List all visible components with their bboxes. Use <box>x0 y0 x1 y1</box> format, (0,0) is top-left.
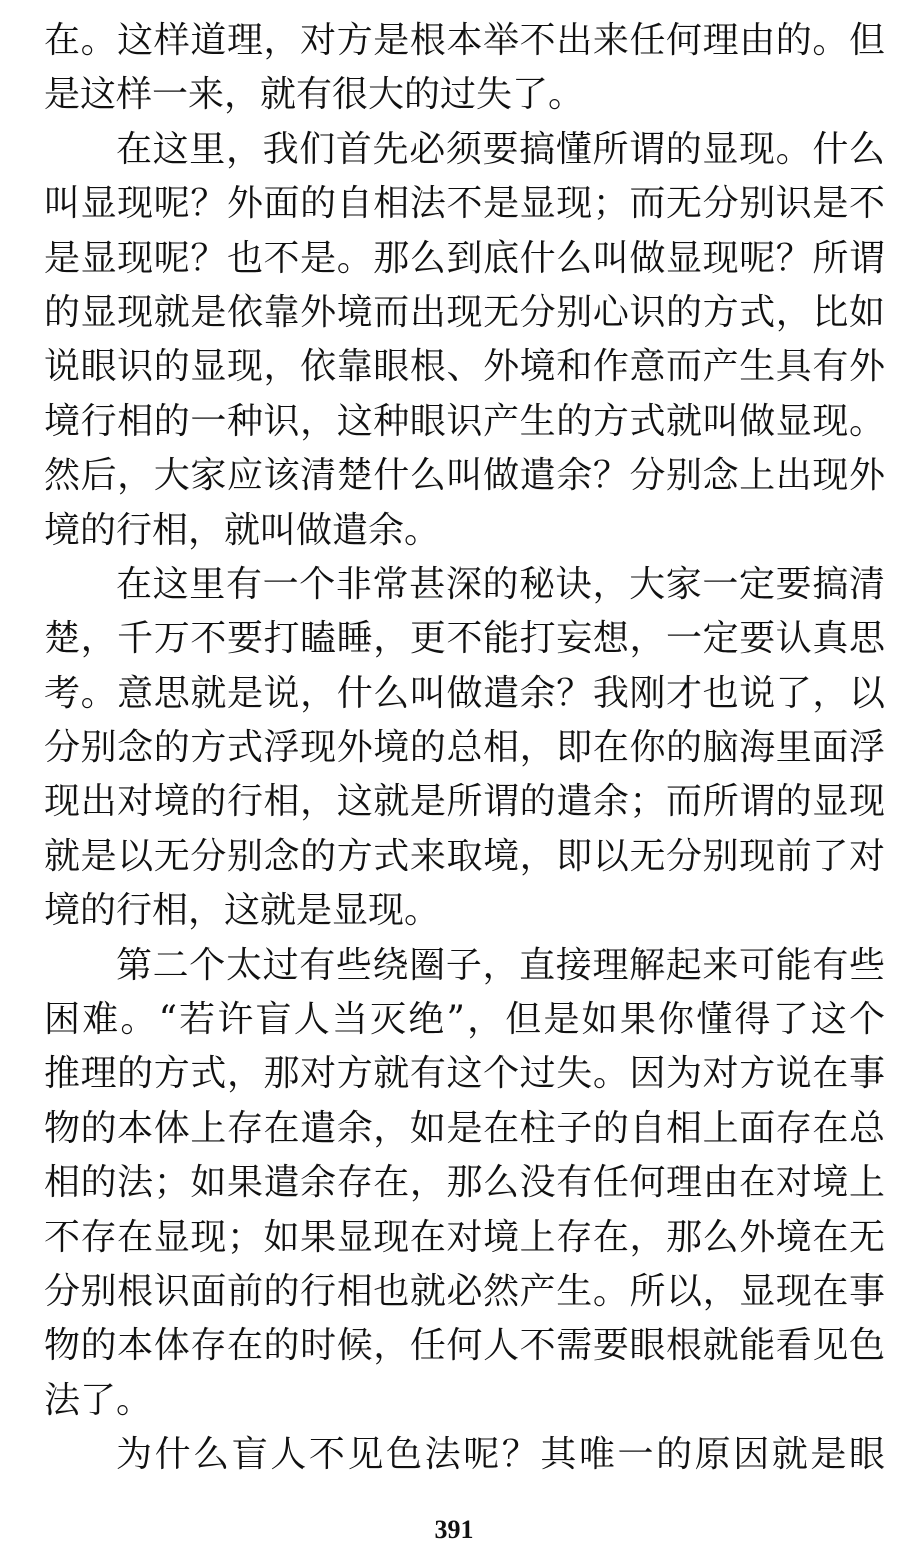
text-line: 物的本体上存在遣余，如是在柱子的自相上面存在总 <box>44 1107 885 1149</box>
text-line: 分别念的方式浮现外境的总相，即在你的脑海里面浮 <box>44 727 885 769</box>
text-line: 的显现就是依靠外境而出现无分别心识的方式，比如 <box>44 291 885 333</box>
text-line: 法了。 <box>44 1379 153 1421</box>
text-line: 分别根识面前的行相也就必然产生。所以，显现在事 <box>44 1270 885 1312</box>
text-line: 然后，大家应该清楚什么叫做遣余？分别念上出现外 <box>44 455 885 497</box>
text-line: 是显现呢？也不是。那么到底什么叫做显现呢？所谓 <box>44 237 885 279</box>
paragraph-2 <box>44 123 885 558</box>
paragraph-4 <box>44 939 885 1429</box>
paragraph-3 <box>44 558 885 939</box>
paragraph-1 <box>44 14 885 123</box>
text-line: 境的行相，就叫做遣余。 <box>44 509 441 551</box>
text-line: 就是以无分别念的方式来取境，即以无分别现前了对 <box>44 835 885 877</box>
text-line: 困难。“若许盲人当灭绝”，但是如果你懂得了这个 <box>44 999 885 1041</box>
text-line: 在这里，我们首先必须要搞懂所谓的显现。什么 <box>116 128 885 170</box>
text-line: 物的本体存在的时候，任何人不需要眼根就能看见色 <box>44 1325 885 1367</box>
text-line: 考。意思就是说，什么叫做遣余？我刚才也说了，以 <box>44 672 885 714</box>
text-line: 说眼识的显现，依靠眼根、外境和作意而产生具有外 <box>44 346 885 388</box>
paragraph-5 <box>44 1428 885 1482</box>
text-line: 是这样一来，就有很大的过失了。 <box>44 74 585 116</box>
text-line: 为什么盲人不见色法呢？其唯一的原因就是眼 <box>116 1434 885 1476</box>
text-line: 境的行相，这就是显现。 <box>44 890 441 932</box>
text-line: 在这里有一个非常甚深的秘诀，大家一定要搞清 <box>116 563 885 605</box>
text-line: 在。这样道理，对方是根本举不出来任何理由的。但 <box>44 20 885 61</box>
text-line: 相的法；如果遣余存在，那么没有任何理由在对境上 <box>44 1162 885 1204</box>
text-line: 境行相的一种识，这种眼识产生的方式就叫做显现。 <box>44 400 885 442</box>
text-line: 推理的方式，那对方就有这个过失。因为对方说在事 <box>44 1053 885 1095</box>
text-line: 不存在显现；如果显现在对境上存在，那么外境在无 <box>44 1216 885 1258</box>
text-line: 现出对境的行相，这就是所谓的遣余；而所谓的显现 <box>44 781 885 823</box>
page-number: 391 <box>434 1515 474 1544</box>
text-line: 第二个太过有些绕圈子，直接理解起来可能有些 <box>116 944 885 986</box>
text-line: 楚，千万不要打瞌睡，更不能打妄想，一定要认真思 <box>44 618 885 660</box>
text-line: 叫显现呢？外面的自相法不是显现；而无分别识是不 <box>44 183 885 225</box>
page-body <box>44 14 885 1483</box>
